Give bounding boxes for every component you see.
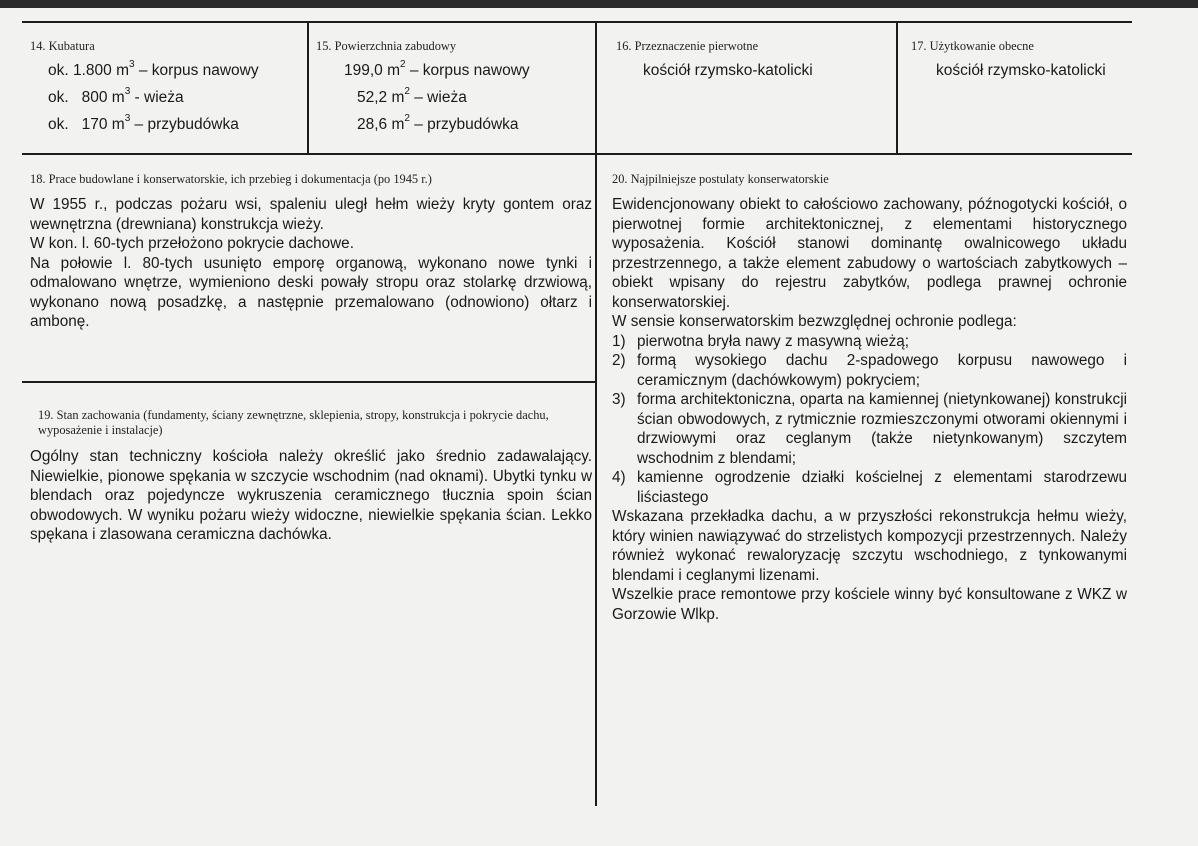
kubatura-line-3: ok. 170 $m^3$ – przybudówka (48, 112, 239, 133)
box-uzytkowanie (911, 39, 1131, 81)
box-stan-label: 19. Stan zachowania (fundamenty, ściany zewnętrzne, sklepienia, stropy, konstrukcja i pokrycie dachu, wyposażenie i instalacje) (38, 408, 549, 437)
box-przeznaczenie (616, 39, 892, 81)
box-postulaty-label: 20. Najpilniejsze postulaty konserwatorskie (612, 172, 829, 186)
list-item: 3) forma architektoniczna, oparta na kamiennej (nietynkowanej) konstrukcji ścian obwodowych, z rytmicznie rozmieszczonymi otworami okiennymi i drzwiowymi oraz ceglanym (także nietynkowanym) szczytem wschodnim z blendami; (612, 391, 1127, 467)
postulaty-list (612, 332, 1127, 508)
box-powierzchnia-label: 15. Powierzchnia zabudowy (316, 39, 457, 53)
postulaty-intro: Ewidencjonowany obiekt to całościowo zachowany, późnogotycki kościół, o pierwotnej formie architektonicznej, z elementami historycznego wyposażenia. Kościół stanowi dominantę owalnicowego układu przestrzennego, a także element zabudowy o wartościach zabytkowych – obiekt wpisany do rejestru zabytków, podlega prawnej ochronie konserwatorskiej. (612, 196, 1127, 311)
prace-text (30, 195, 592, 332)
postulaty-paragraph-2: Wskazana przekładka dachu, a w przyszłości rekonstrukcja hełmu wieży, który winien nawiązywać do strzelistych kompozycji przestrzennych. Należy również wykonać rewaloryzację szczytu wschodniego, z tynkowanymi blendami i ceglanymi lizenami. (612, 508, 1127, 584)
rule-mid (22, 153, 1132, 155)
kubatura-line-2: ok. 800 $m^3$ - wieża (48, 85, 184, 106)
box-prace-label: 18. Prace budowlane i konserwatorskie, ich przebieg i dokumentacja (po 1945 r.) (30, 172, 432, 186)
prace-paragraph-1: W 1955 r., podczas pożaru wsi, spaleniu uległ hełm wieży kryty gontem oraz wewnętrzna (drewniana) konstrukcja wieży. (30, 196, 592, 233)
box-stan-zachowania (30, 408, 592, 545)
box-uzytkowanie-label: 17. Użytkowanie obecne (911, 39, 1034, 53)
postulaty-paragraph-3: Wszelkie prace remontowe przy kościele winny być konsultowane z WKZ w Gorzowie Wlkp. (612, 586, 1127, 623)
top-border (0, 0, 1198, 8)
postulaty-text (612, 195, 1127, 624)
divider-14-15 (307, 21, 309, 154)
divider-center (595, 21, 597, 806)
box-prace-budowlane (30, 172, 592, 332)
powierzchnia-line-3: 28,6 $m^2$ – przybudówka (357, 112, 519, 133)
rule-top (22, 21, 1132, 23)
box-kubatura (30, 39, 302, 135)
box-powierzchnia (316, 39, 590, 135)
box-postulaty (612, 172, 1127, 624)
powierzchnia-line-2: 52,2 $m^2$ – wieża (357, 85, 467, 106)
box-przeznaczenie-label: 16. Przeznaczenie pierwotne (616, 39, 759, 53)
prace-paragraph-3: Na połowie l. 80-tych usunięto emporę organową, wykonano nowe tynki i odmalowano wnętrze, wymieniono deski powały stropu oraz stolarkę drzwiową, wykonano nową posadzkę, a następnie przemalowano (odnowiono) ołtarz i ambonę. (30, 254, 592, 330)
rule-left-lower (22, 381, 596, 383)
list-item: 2) formą wysokiego dachu 2-spadowego korpusu nawowego i ceramicznym (dachówkowym) pokryciem; (612, 352, 1127, 389)
uzytkowanie-value: kościół rzymsko-katolicki (936, 62, 1106, 79)
stan-text: Ogólny stan techniczny kościoła należy określić jako średnio zadawalający. Niewielkie, pionowe spękania w szczycie wschodnim (nad oknami). Ubytki tynku w blendach oraz pojedyncze wykruszenia ceramicznego tłucznia spoin ścian obwodowych. W wyniku pożaru wieży widoczne, niewielkie spękania ścian. Lekko spękana i zlasowana ceramiczna dachówka. (30, 448, 592, 543)
box-kubatura-label: 14. Kubatura (30, 39, 95, 53)
powierzchnia-line-1: 199,0 $m^2$ – korpus nawowy (344, 58, 530, 79)
prace-paragraph-2: W kon. l. 60-tych przełożono pokrycie dachowe. (30, 235, 354, 252)
divider-16-17 (896, 21, 898, 154)
kubatura-line-1: ok. 1.800 $m^3$ – korpus nawowy (48, 58, 259, 79)
list-item: 4) kamienne ogrodzenie działki kościelnej z elementami starodrzewu liściastego (612, 469, 1127, 506)
przeznaczenie-value: kościół rzymsko-katolicki (643, 62, 813, 79)
list-item: 1) pierwotna bryła nawy z masywną wieżą; (612, 332, 910, 350)
postulaty-lead: W sensie konserwatorskim bezwzględnej ochronie podlega: (612, 313, 1017, 330)
